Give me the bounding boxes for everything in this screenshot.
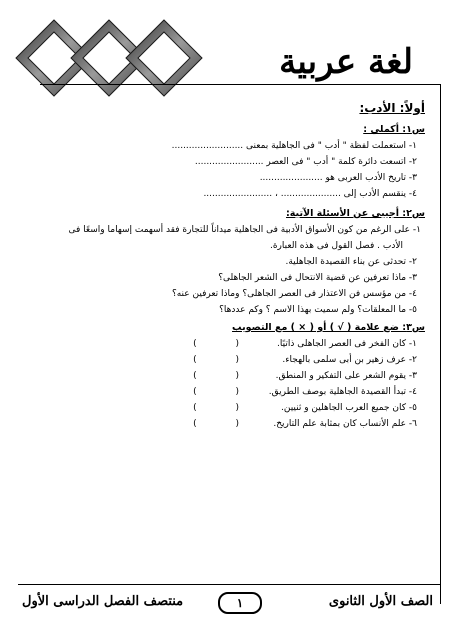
q2-heading: س٢: أجيبي عن الأسئلة الآتية: [286,208,425,219]
q2-item: ٤- من مؤسس فن الاعتذار فى العصر الجاهلى؟ وماذا تعرفين عنه؟ [171,289,417,299]
diamond-decoration [14,18,204,98]
frame-border [440,84,441,604]
q1-heading: س١: أكملي : [363,124,425,135]
tf-row [14,336,425,352]
answer-blank[interactable]: ( ) [193,387,257,397]
q1-item: ١- استعملت لفظة " أدب " فى الجاهلية بمعنى ......................... [171,141,417,151]
footer-term: منتصف الفصل الدراسى الأول [22,594,184,609]
page-number: ١ [218,592,262,614]
tf-row [14,384,425,400]
worksheet-content [14,100,425,432]
q1-item: ٣- تاريخ الأدب العربى هو ...................... [259,173,417,183]
answer-blank[interactable]: ( ) [193,403,257,413]
tf-row [14,368,425,384]
answer-blank[interactable]: ( ) [193,419,257,429]
q2-item: ١- على الرغم من كون الأسواق الأدبية فى الجاهلية ميداناً للتجارة فقد أسهمت إسهاما واسعًا فى [68,225,421,235]
q1-item: ٤- ينقسم الأدب إلى ..................... ، ........................ [203,189,417,199]
page-title: لغة عربية [279,42,413,82]
q2-item: ٣- ماذا تعرفين عن قضية الانتحال فى الشعر الجاهلى؟ [218,273,417,283]
tf-statement: ٥- كان جميع العرب الجاهلين و ثنيين. [281,403,417,413]
q3-heading: س٣: ضع علامة ( √ ) أو ( × ) مع التصويب [232,322,425,333]
footer-divider [18,584,441,585]
tf-statement: ٤- تبدأ القصيدة الجاهلية بوصف الطريق. [268,387,417,397]
q2-item: ٢- تحدثى عن بناء القصيدة الجاهلية. [285,257,417,267]
tf-row [14,352,425,368]
tf-statement: ٣- يقوم الشعر على التفكير و المنطق. [275,371,417,381]
tf-statement: ٢- عرف زهير بن أبى سلمى بالهجاء. [282,355,417,365]
tf-row [14,400,425,416]
q1-item: ٢- اتسعت دائرة كلمة " أدب " فى العصر ........................ [194,157,417,167]
answer-blank[interactable]: ( ) [193,339,257,349]
footer-grade: الصف الأول الثانوى [328,594,433,609]
section-title: أولاً: الأدب: [359,101,425,115]
tf-row [14,416,425,432]
q2-item-continued: الأدب . فصل القول فى هذه العبارة. [269,241,403,251]
answer-blank[interactable]: ( ) [193,371,257,381]
tf-statement: ١- كان الفخر فى العصر الجاهلى ذاتيًا. [277,339,417,349]
tf-statement: ٦- علم الأنساب كان بمثابة علم التاريخ. [273,419,417,429]
answer-blank[interactable]: ( ) [193,355,257,365]
footer [18,592,441,616]
title-divider [40,84,441,85]
q2-item: ٥- ما المعلقات؟ ولم سميت بهذا الاسم ؟ وكم عددها؟ [219,305,417,315]
